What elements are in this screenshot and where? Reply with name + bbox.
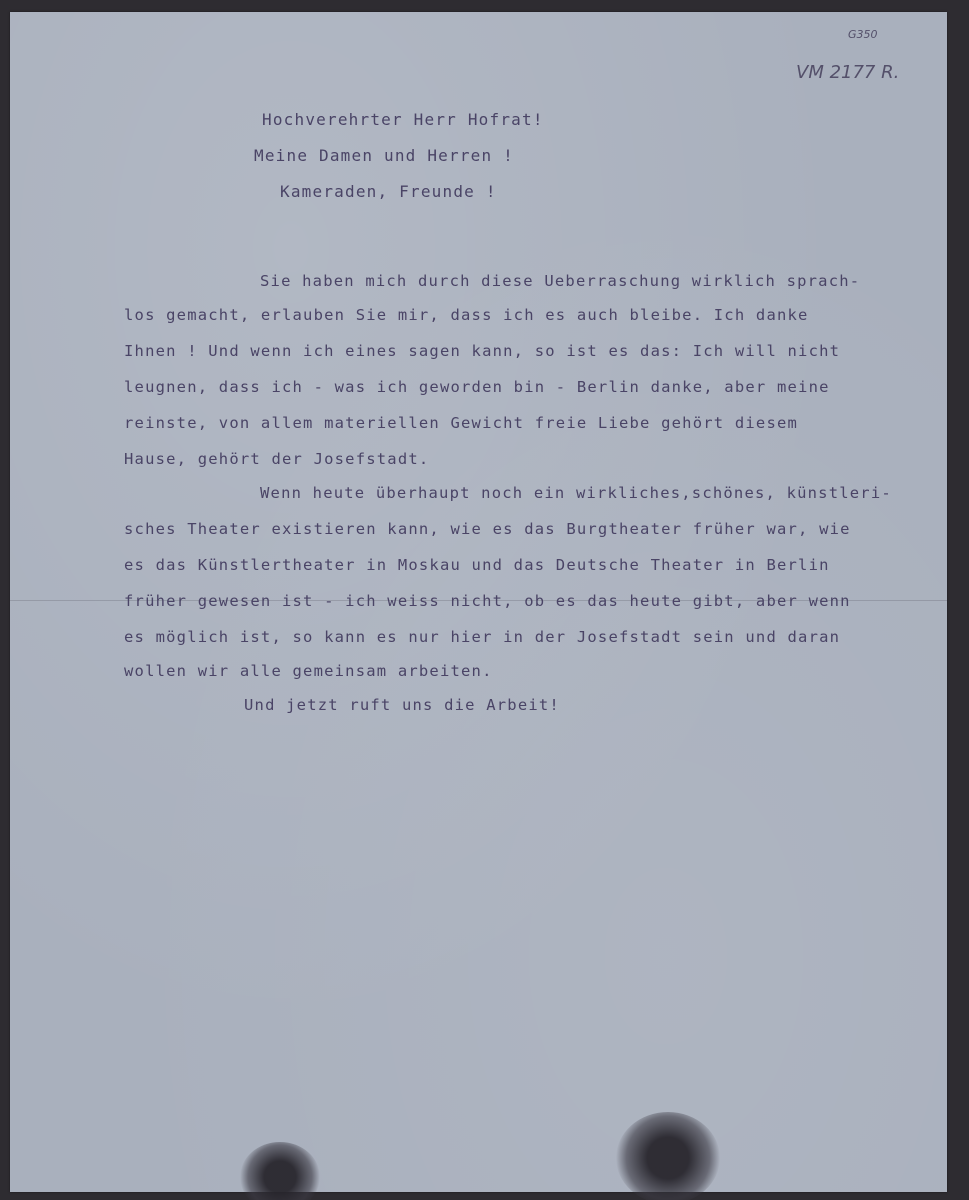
paragraph-2-line-6: wollen wir alle gemeinsam arbeiten.: [124, 662, 493, 680]
paper-sheet: [10, 12, 947, 1192]
ink-stain-left: [240, 1142, 320, 1200]
archive-signature: VM 2177 R.: [796, 62, 900, 83]
paragraph-1-line-3: Ihnen ! Und wenn ich eines sagen kann, so ist es das: Ich will nicht: [124, 342, 841, 360]
archive-number: G350: [848, 28, 878, 41]
ink-stain-right: [616, 1112, 720, 1200]
paragraph-2-line-1: Wenn heute überhaupt noch ein wirkliches,schönes, künstleri-: [260, 484, 892, 502]
paragraph-1-line-5: reinste, von allem materiellen Gewicht freie Liebe gehört diesem: [124, 414, 799, 432]
paragraph-1-line-1: Sie haben mich durch diese Ueberraschung wirklich sprach-: [260, 272, 861, 290]
paragraph-2-line-5: es möglich ist, so kann es nur hier in der Josefstadt sein und daran: [124, 628, 841, 646]
closing-line: Und jetzt ruft uns die Arbeit!: [244, 696, 560, 714]
salutation-line-1: Hochverehrter Herr Hofrat!: [262, 110, 544, 129]
salutation-line-2: Meine Damen und Herren !: [254, 146, 514, 165]
paragraph-2-line-2: sches Theater existieren kann, wie es das Burgtheater früher war, wie: [124, 520, 851, 538]
paragraph-2-line-4: früher gewesen ist - ich weiss nicht, ob es das heute gibt, aber wenn: [124, 592, 851, 610]
salutation-line-3: Kameraden, Freunde !: [280, 182, 497, 201]
paragraph-2-line-3: es das Künstlertheater in Moskau und das Deutsche Theater in Berlin: [124, 556, 830, 574]
paragraph-1-line-2: los gemacht, erlauben Sie mir, dass ich es auch bleibe. Ich danke: [124, 306, 809, 324]
paragraph-1-line-6: Hause, gehört der Josefstadt.: [124, 450, 430, 468]
paragraph-1-line-4: leugnen, dass ich - was ich geworden bin - Berlin danke, aber meine: [124, 378, 830, 396]
